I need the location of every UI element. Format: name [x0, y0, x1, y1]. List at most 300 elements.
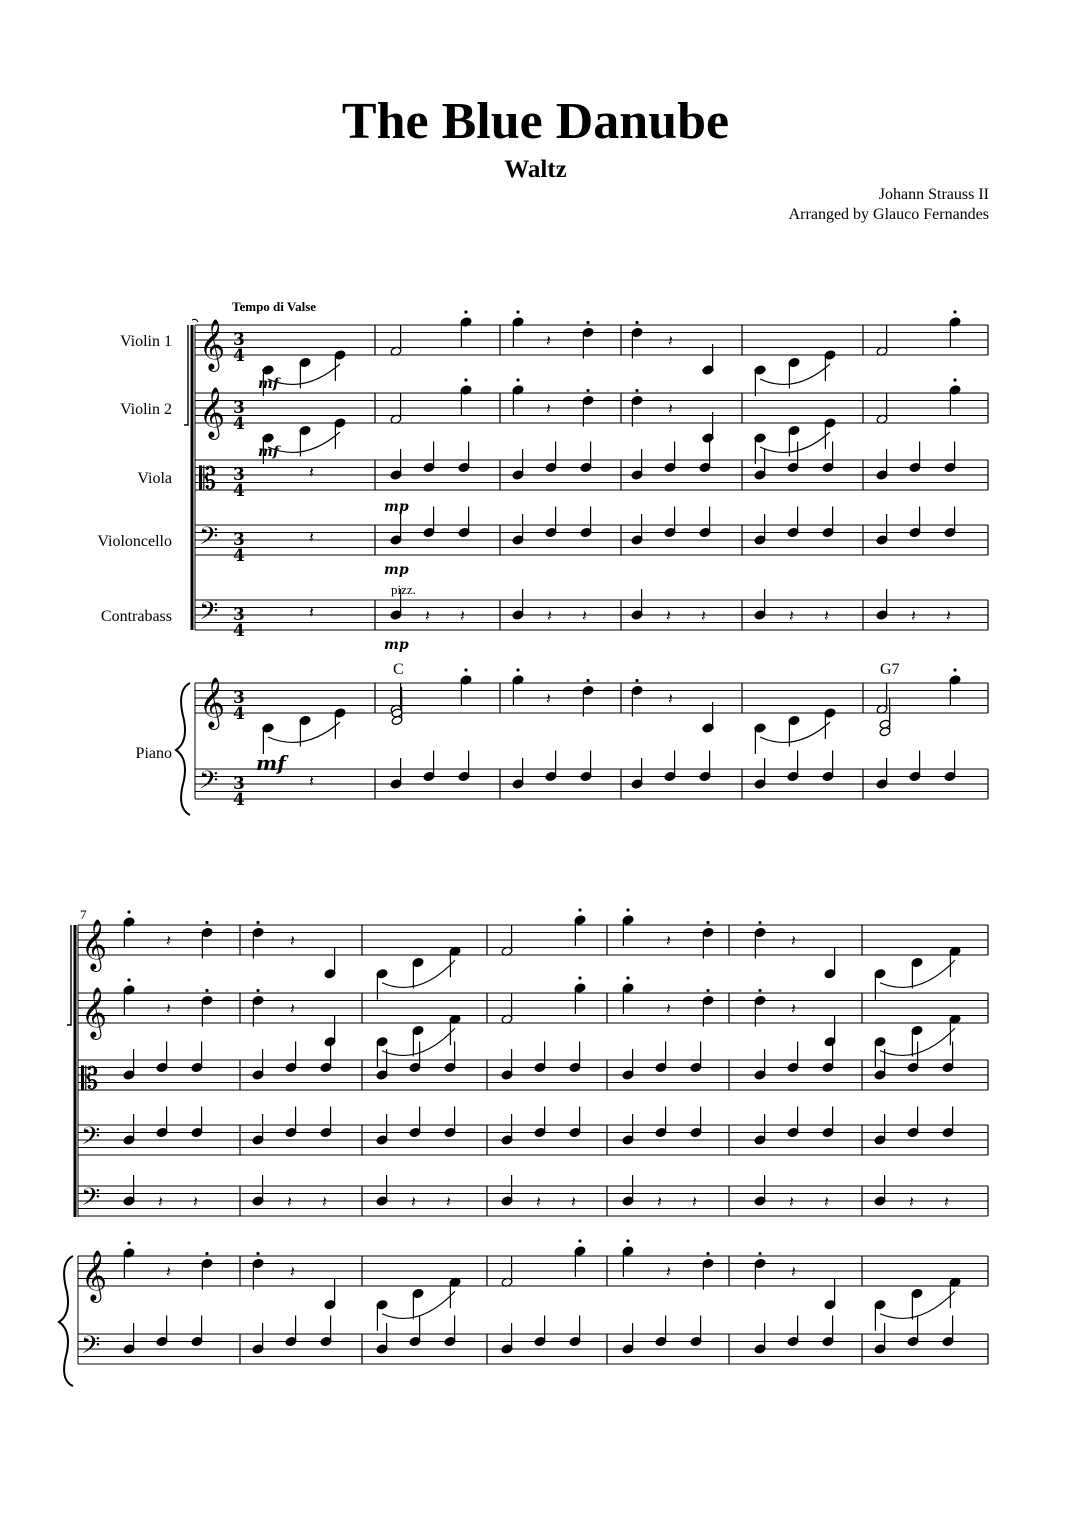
rest [290, 999, 295, 1018]
note [569, 1042, 581, 1073]
rest [546, 689, 551, 708]
staccato-dot [464, 668, 467, 671]
staccato-dot [953, 668, 956, 671]
rest [668, 689, 673, 708]
note [822, 1316, 834, 1347]
note [944, 442, 956, 473]
note [824, 1016, 836, 1047]
rest [309, 527, 314, 546]
note [423, 751, 435, 782]
note [449, 1277, 461, 1308]
note [754, 1049, 766, 1080]
note [664, 442, 676, 473]
staccato-dot [626, 908, 629, 911]
staccato-dot [758, 989, 761, 992]
quarter-rest-icon: 𝄽 [166, 1262, 171, 1281]
note [824, 1279, 836, 1310]
rest [411, 1192, 416, 1211]
staccato-dot [626, 976, 629, 979]
note [123, 1175, 135, 1206]
quarter-rest-icon: 𝄽 [546, 399, 551, 418]
note [191, 1316, 203, 1347]
dynamic-mf-violin1: mf [258, 376, 279, 392]
note [458, 507, 470, 538]
note [501, 1323, 513, 1354]
svg-text:4: 4 [233, 414, 245, 434]
treble-clef-icon: 𝄞 [199, 387, 226, 438]
note [545, 751, 557, 782]
note [512, 449, 524, 480]
note [909, 507, 921, 538]
note [822, 751, 834, 782]
quarter-rest-icon: 𝄽 [666, 931, 671, 950]
note [949, 1014, 961, 1045]
staccato-dot [256, 989, 259, 992]
quarter-rest-icon: 𝄽 [666, 606, 671, 625]
bracket-hook [192, 319, 198, 322]
quarter-rest-icon: 𝄽 [309, 771, 314, 791]
note [622, 1114, 634, 1145]
note [876, 449, 888, 480]
rest [287, 1192, 292, 1211]
staccato-dot [578, 976, 581, 979]
rest [536, 1192, 541, 1211]
notation-marks [81, 310, 961, 1366]
note [156, 1107, 168, 1138]
note [631, 449, 643, 480]
quarter-rest-icon: 𝄽 [290, 1262, 295, 1281]
chord-symbol-c: C [393, 661, 404, 678]
note [580, 751, 592, 782]
note [655, 1042, 667, 1073]
pizz-marking: pizz. [391, 582, 416, 597]
note [569, 1316, 581, 1347]
note [512, 378, 524, 416]
rest [666, 606, 671, 625]
rest [309, 771, 314, 790]
staccato-dot [464, 378, 467, 381]
note [501, 925, 513, 956]
quarter-rest-icon: 𝄽 [791, 999, 796, 1018]
quarter-rest-icon: 𝄽 [309, 602, 314, 622]
note [824, 948, 836, 979]
note [876, 758, 888, 789]
quarter-rest-icon: 𝄽 [446, 1192, 451, 1211]
note [285, 1316, 297, 1347]
svg-text:4: 4 [233, 546, 245, 566]
note [876, 589, 888, 620]
staccato-dot [256, 921, 259, 924]
note [409, 1107, 421, 1138]
note [423, 442, 435, 473]
svg-text:3: 3 [233, 605, 245, 625]
rest [666, 931, 671, 950]
quarter-rest-icon: 𝄽 [287, 1192, 292, 1211]
note [876, 393, 888, 424]
measure-number: 7 [80, 907, 87, 922]
staccato-dot [205, 921, 208, 924]
treble-clef-icon: 𝄞 [199, 319, 226, 370]
treble-clef-icon: 𝄞 [81, 1250, 108, 1301]
note [156, 1042, 168, 1073]
rest [791, 1262, 796, 1281]
note [664, 751, 676, 782]
note [631, 514, 643, 545]
staccato-dot [516, 310, 519, 313]
arranger-credit: Arranged by Glauco Fernandes [788, 206, 989, 223]
staccato-dot [586, 389, 589, 392]
rest [547, 606, 552, 625]
note [123, 1323, 135, 1354]
rest [290, 1262, 295, 1281]
note [942, 1042, 954, 1073]
note [458, 442, 470, 473]
note [874, 1114, 886, 1145]
staccato-dot [127, 978, 130, 981]
note [390, 514, 402, 545]
note [409, 1042, 421, 1073]
rest [582, 606, 587, 625]
piano-brace [59, 1256, 73, 1386]
rest [692, 1192, 697, 1211]
note [787, 507, 799, 538]
quarter-rest-icon: 𝄽 [290, 931, 295, 950]
quarter-rest-icon: 𝄽 [547, 606, 552, 625]
rest [824, 606, 829, 625]
rest [166, 999, 171, 1018]
staccato-dot [516, 668, 519, 671]
svg-text:3: 3 [233, 688, 245, 708]
note [285, 1042, 297, 1073]
note [787, 751, 799, 782]
staccato-dot [758, 921, 761, 924]
note [123, 978, 135, 1016]
note [376, 1175, 388, 1206]
note [512, 668, 524, 706]
instrument-label-contrabass: Contrabass [100, 608, 172, 625]
rest [166, 1262, 171, 1281]
rest [166, 931, 171, 950]
rest [909, 1192, 914, 1211]
quarter-rest-icon: 𝄽 [193, 1192, 198, 1211]
dynamic-mp-violoncello: mp [384, 562, 409, 578]
note [942, 1107, 954, 1138]
rest [668, 399, 673, 418]
quarter-rest-icon: 𝄽 [789, 606, 794, 625]
staccato-dot [586, 321, 589, 324]
note [787, 1107, 799, 1138]
note [252, 1323, 264, 1354]
note [444, 1316, 456, 1347]
note [534, 1107, 546, 1138]
note [822, 442, 834, 473]
staccato-dot [635, 389, 638, 392]
rest [158, 1192, 163, 1211]
rest [193, 1192, 198, 1211]
note [123, 910, 135, 948]
rest [911, 606, 916, 625]
quarter-rest-icon: 𝄽 [668, 689, 673, 708]
slur [760, 364, 830, 384]
note [324, 1279, 336, 1310]
note [699, 751, 711, 782]
staccato-dot [635, 321, 638, 324]
quarter-rest-icon: 𝄽 [824, 606, 829, 625]
note [334, 350, 346, 381]
quarter-rest-icon: 𝄽 [789, 1192, 794, 1211]
staccato-dot [706, 989, 709, 992]
note [390, 393, 402, 424]
rest [546, 331, 551, 350]
note [622, 1323, 634, 1354]
quarter-rest-icon: 𝄽 [309, 527, 314, 547]
instrument-label-violin2: Violin 2 [120, 401, 172, 418]
note [501, 1175, 513, 1206]
note [458, 751, 470, 782]
violin-group-bracket [184, 325, 188, 425]
time-signatures [233, 330, 245, 810]
treble-clef-icon: 𝄞 [81, 919, 108, 970]
note [580, 507, 592, 538]
note [324, 948, 336, 979]
tempo-marking: Tempo di Valse [232, 299, 317, 314]
note [622, 1175, 634, 1206]
note [123, 1241, 135, 1279]
rest [290, 931, 295, 950]
bass-clef-icon: 𝄢 [81, 1183, 101, 1218]
staccato-dot [205, 989, 208, 992]
quarter-rest-icon: 𝄽 [536, 1192, 541, 1211]
rest [657, 1192, 662, 1211]
dynamic-mp-viola: mp [384, 499, 409, 515]
instrument-label-violoncello: Violoncello [97, 533, 172, 550]
note [390, 449, 402, 480]
rest [546, 399, 551, 418]
quarter-rest-icon: 𝄽 [666, 999, 671, 1018]
svg-text:3: 3 [233, 530, 245, 550]
score-title: The Blue Danube [341, 93, 730, 150]
quarter-rest-icon: 𝄽 [668, 399, 673, 418]
note [944, 507, 956, 538]
note [949, 378, 961, 416]
rest [824, 1192, 829, 1211]
note [824, 418, 836, 449]
quarter-rest-icon: 𝄽 [946, 606, 951, 625]
note [754, 514, 766, 545]
note [534, 1316, 546, 1347]
note [449, 1014, 461, 1045]
bass-clef-icon: 𝄢 [199, 597, 219, 632]
instrument-label-violin1: Violin 1 [120, 333, 172, 350]
note [334, 708, 346, 739]
note [191, 1107, 203, 1138]
quarter-rest-icon: 𝄽 [425, 606, 430, 625]
quarter-rest-icon: 𝄽 [546, 689, 551, 708]
dynamic-mf-piano: mf [256, 751, 286, 775]
note [909, 442, 921, 473]
note [390, 325, 402, 356]
rest [309, 462, 314, 481]
rest [668, 331, 673, 350]
note [942, 1316, 954, 1347]
instrument-label-piano: Piano [135, 745, 172, 762]
quarter-rest-icon: 𝄽 [411, 1192, 416, 1211]
slur [760, 722, 830, 742]
rest [791, 999, 796, 1018]
quarter-rest-icon: 𝄽 [791, 1262, 796, 1281]
note [949, 310, 961, 348]
note [944, 751, 956, 782]
note [822, 507, 834, 538]
note [822, 1107, 834, 1138]
svg-text:3: 3 [233, 774, 245, 794]
note [545, 442, 557, 473]
note [631, 589, 643, 620]
note [664, 507, 676, 538]
staccato-dot [626, 1239, 629, 1242]
svg-text:3: 3 [233, 465, 245, 485]
quarter-rest-icon: 𝄽 [166, 931, 171, 950]
score-subtitle: Waltz [504, 156, 567, 183]
note [949, 1277, 961, 1308]
quarter-rest-icon: 𝄽 [944, 1192, 949, 1211]
treble-clef-icon: 𝄞 [199, 677, 226, 728]
note [622, 1049, 634, 1080]
staccato-dot [464, 310, 467, 313]
bass-clef-icon: 𝄢 [199, 522, 219, 557]
staccato-dot [205, 1252, 208, 1255]
staccato-dot [578, 1239, 581, 1242]
violin-group-bracket [67, 925, 71, 1025]
svg-text:4: 4 [233, 481, 245, 501]
note [569, 1107, 581, 1138]
rest [791, 931, 796, 950]
rest [460, 606, 465, 625]
note [907, 1107, 919, 1138]
staccato-dot [586, 679, 589, 682]
composer-credit: Johann Strauss II [878, 186, 989, 203]
note [580, 442, 592, 473]
note [754, 1175, 766, 1206]
note [512, 310, 524, 348]
note [655, 1316, 667, 1347]
note [191, 1042, 203, 1073]
note [512, 514, 524, 545]
quarter-rest-icon: 𝄽 [309, 462, 314, 482]
note [390, 758, 402, 789]
quarter-rest-icon: 𝄽 [701, 606, 706, 625]
quarter-rest-icon: 𝄽 [322, 1192, 327, 1211]
note [252, 1049, 264, 1080]
note [460, 310, 472, 348]
svg-text:4: 4 [233, 790, 245, 810]
svg-text:4: 4 [233, 621, 245, 641]
quarter-rest-icon: 𝄽 [657, 1192, 662, 1211]
note [909, 751, 921, 782]
rest [446, 1192, 451, 1211]
note [655, 1107, 667, 1138]
note [444, 1107, 456, 1138]
note [874, 1175, 886, 1206]
rest [789, 1192, 794, 1211]
note [334, 418, 346, 449]
dynamic-mp-contrabass: mp [384, 637, 409, 653]
note [631, 758, 643, 789]
staccato-dot [706, 921, 709, 924]
treble-clef-icon: 𝄞 [81, 987, 108, 1038]
note [460, 668, 472, 706]
note [787, 1042, 799, 1073]
note [320, 1107, 332, 1138]
rest [789, 606, 794, 625]
quarter-rest-icon: 𝄽 [911, 606, 916, 625]
note [512, 758, 524, 789]
staccato-dot [256, 1252, 259, 1255]
quarter-rest-icon: 𝄽 [582, 606, 587, 625]
note [423, 507, 435, 538]
staccato-dot [127, 910, 130, 913]
dynamic-mf-violin2: mf [258, 444, 279, 460]
chord-symbol-g7: G7 [880, 661, 900, 678]
piano-brace [176, 683, 190, 815]
quarter-rest-icon: 𝄽 [166, 999, 171, 1018]
note [824, 350, 836, 381]
note [252, 1114, 264, 1145]
note [545, 507, 557, 538]
note [690, 1316, 702, 1347]
note [444, 1042, 456, 1073]
note [449, 946, 461, 977]
note [754, 1323, 766, 1354]
quarter-rest-icon: 𝄽 [824, 1192, 829, 1211]
note [501, 993, 513, 1024]
alto-clef-icon: 𝄡 [199, 461, 217, 497]
note [252, 1175, 264, 1206]
quarter-rest-icon: 𝄽 [791, 931, 796, 950]
note [787, 1316, 799, 1347]
rest [946, 606, 951, 625]
rest [666, 1262, 671, 1281]
note [534, 1042, 546, 1073]
note [376, 1114, 388, 1145]
bass-clef-icon: 𝄢 [199, 766, 219, 801]
quarter-rest-icon: 𝄽 [909, 1192, 914, 1211]
rest [666, 999, 671, 1018]
rest [309, 602, 314, 621]
note [876, 683, 888, 714]
quarter-rest-icon: 𝄽 [571, 1192, 576, 1211]
note [690, 1107, 702, 1138]
staccato-dot [706, 1252, 709, 1255]
note [754, 589, 766, 620]
bass-clef-icon: 𝄢 [81, 1122, 101, 1157]
note [285, 1107, 297, 1138]
note [501, 1114, 513, 1145]
staccato-dot [127, 1241, 130, 1244]
note [699, 507, 711, 538]
note [409, 1316, 421, 1347]
note [754, 758, 766, 789]
alto-clef-icon: 𝄡 [81, 1061, 99, 1097]
note [949, 946, 961, 977]
note [320, 1042, 332, 1073]
note [699, 442, 711, 473]
quarter-rest-icon: 𝄽 [666, 1262, 671, 1281]
quarter-rest-icon: 𝄽 [290, 999, 295, 1018]
note [949, 668, 961, 706]
note [907, 1316, 919, 1347]
svg-text:3: 3 [233, 398, 245, 418]
